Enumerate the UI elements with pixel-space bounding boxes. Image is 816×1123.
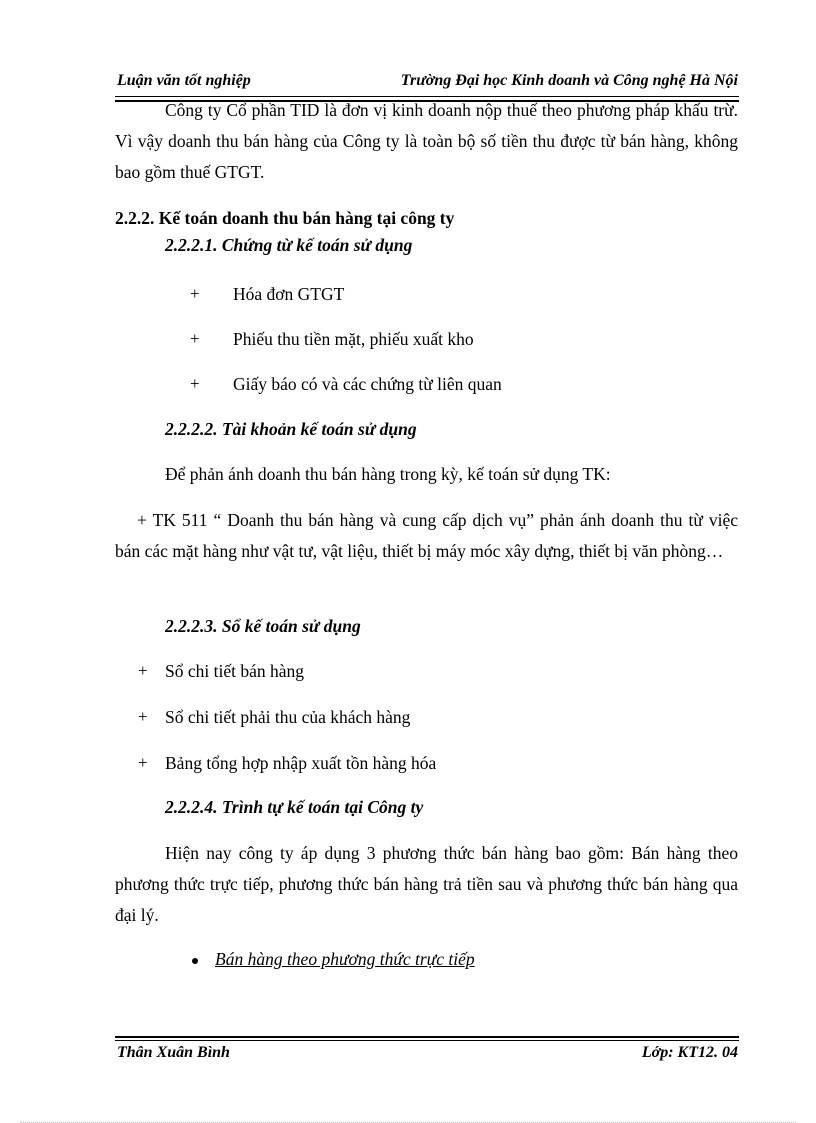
footer-class: Lớp: KT12. 04	[641, 1044, 738, 1061]
account-intro: Để phản ánh doanh thu bán hàng trong kỳ, kế toán sử dụng TK:	[165, 464, 611, 484]
section-heading-2-2-2-3: 2.2.2.3. Sổ kế toán sử dụng	[165, 616, 361, 636]
section-heading-2-2-2-4: 2.2.2.4. Trình tự kế toán tại Công ty	[165, 797, 424, 817]
plus-marker: +	[190, 284, 200, 303]
list-item: Phiếu thu tiền mặt, phiếu xuất kho	[233, 329, 474, 349]
footer-rule-top	[115, 1036, 739, 1038]
section-heading-2-2-2-2: 2.2.2.2. Tài khoản kế toán sử dụng	[165, 419, 417, 439]
plus-marker: +	[138, 753, 148, 772]
plus-marker: +	[190, 329, 200, 348]
direct-sales-link[interactable]: Bán hàng theo phương thức trực tiếp	[215, 949, 475, 969]
header-right-title: Trường Đại học Kinh doanh và Công nghệ Hà Nội	[400, 72, 738, 89]
list-item: Giấy báo có và các chứng từ liên quan	[233, 374, 502, 394]
section-heading-2-2-2-1: 2.2.2.1. Chứng từ kế toán sử dụng	[165, 235, 413, 255]
account-item-paragraph: + TK 511 “ Doanh thu bán hàng và cung cấp dịch vụ” phản ánh doanh thu từ việc bán các mặt hàng như vật tư, vật liệu, thiết bị máy móc xây dựng, thiết bị văn phòng…	[115, 510, 738, 561]
plus-marker: +	[190, 374, 200, 393]
header-left-title: Luận văn tốt nghiệp	[117, 72, 251, 89]
bullet-dot	[192, 958, 198, 964]
list-item: Bảng tổng hợp nhập xuất tồn hàng hóa	[165, 753, 437, 773]
list-item: Sổ chi tiết phải thu của khách hàng	[165, 707, 411, 727]
intro-paragraph: Công ty Cổ phần TID là đơn vị kinh doanh nộp thuế theo phương pháp khấu trừ. Vì vậy doanh thu bán hàng của Công ty là toàn bộ số tiền thu được từ bán hàng, không bao gồm thuế GTGT.	[115, 100, 738, 182]
section-heading-2-2-2: 2.2.2. Kế toán doanh thu bán hàng tại công ty	[115, 208, 455, 228]
footer-author: Thân Xuân Bình	[117, 1044, 230, 1061]
list-item: Sổ chi tiết bán hàng	[165, 661, 305, 681]
footer-rule-bottom	[115, 1040, 739, 1041]
plus-marker: +	[138, 661, 148, 680]
methods-paragraph: Hiện nay công ty áp dụng 3 phương thức bán hàng bao gồm: Bán hàng theo phương thức trực tiếp, phương thức bán hàng trả tiền sau và phương thức bán hàng qua đại lý.	[115, 843, 738, 925]
plus-marker: +	[138, 707, 148, 726]
list-item: Hóa đơn GTGT	[233, 284, 345, 304]
